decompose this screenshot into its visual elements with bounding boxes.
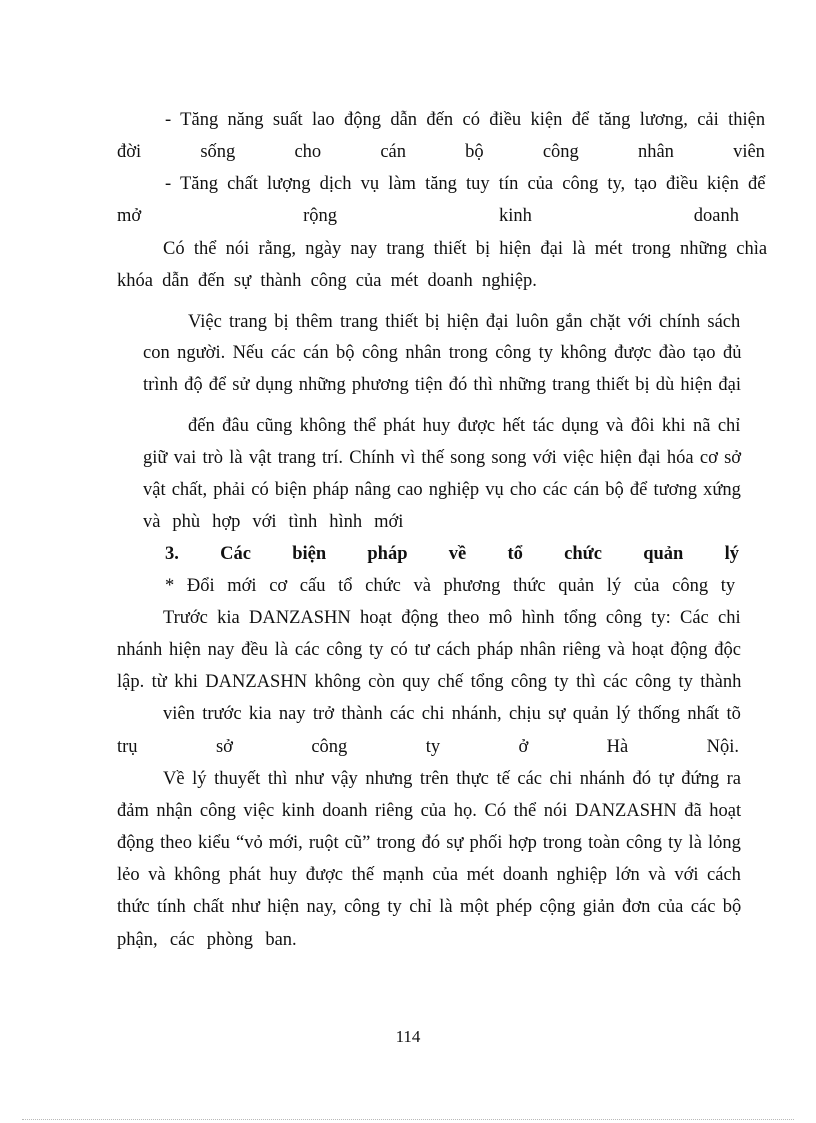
word: cho bbox=[294, 142, 322, 162]
text-line: phận, các phòng ban. bbox=[117, 930, 297, 950]
word: kinh bbox=[498, 206, 532, 226]
footer-divider bbox=[22, 1119, 794, 1120]
word: pháp bbox=[367, 544, 408, 564]
word: sở bbox=[215, 737, 233, 757]
text-line: khóa dẫn đến sự thành công của mét doanh nghiệp. bbox=[117, 271, 537, 291]
word: Các bbox=[220, 544, 251, 564]
text-line: động theo kiểu “vỏ mới, ruột cũ” trong đó sự phối hợp trong toàn công ty là lỏng bbox=[117, 833, 741, 853]
text-line: vật chất, phải có biện pháp nâng cao nghiệp vụ cho các cán bộ để tương xứng bbox=[143, 480, 741, 500]
word: tổ bbox=[507, 544, 523, 564]
word: công bbox=[542, 142, 579, 162]
text-line: thức tính chất như hiện nay, công ty chỉ là một phép cộng giản đơn của các bộ bbox=[117, 897, 742, 917]
text-line: giữ vai trò là vật trang trí. Chính vì thế song song với việc hiện đại hóa cơ sở bbox=[143, 448, 742, 468]
word: trụ bbox=[117, 737, 138, 757]
word: viên bbox=[733, 142, 765, 162]
text-line: Trước kia DANZASHN hoạt động theo mô hình tổng công ty: Các chi bbox=[163, 608, 741, 628]
text-line: viên trước kia nay trở thành các chi nhánh, chịu sự quản lý thống nhất tõ bbox=[163, 704, 741, 724]
word: về bbox=[448, 544, 467, 564]
text-line: lẻo và không phát huy được thế mạnh của mét doanh nghiệp lớn và với cách bbox=[117, 865, 741, 885]
word: lý bbox=[724, 544, 739, 564]
word: bộ bbox=[465, 142, 484, 162]
text-line: Về lý thuyết thì như vậy nhưng trên thực tế các chi nhánh đó tự đứng ra bbox=[163, 769, 741, 789]
word: ty bbox=[425, 737, 441, 757]
text-line: Có thể nói rằng, ngày nay trang thiết bị hiện đại là mét trong những chìa bbox=[163, 239, 768, 259]
word: nhân bbox=[637, 142, 674, 162]
word: sống bbox=[200, 142, 236, 162]
justified-line bbox=[117, 735, 739, 759]
word: đời bbox=[117, 142, 142, 162]
word: biện bbox=[292, 544, 327, 564]
word: ở bbox=[518, 737, 529, 757]
section-heading bbox=[165, 542, 739, 566]
page-number: 114 bbox=[395, 1027, 421, 1046]
text-line: trình độ để sử dụng những phương tiện đó thì những trang thiết bị dù hiện đại bbox=[143, 375, 741, 395]
text-line: con người. Nếu các cán bộ công nhân trong công ty không được đào tạo đủ bbox=[143, 343, 742, 363]
text-line: đảm nhận công việc kinh doanh riêng của họ. Có thể nói DANZASHN đã hoạt bbox=[117, 801, 742, 821]
text-line: đến đâu cũng không thể phát huy được hết tác dụng và đôi khi nã chỉ bbox=[188, 416, 741, 436]
word: Nội. bbox=[706, 737, 739, 757]
text-line: nhánh hiện nay đều là các công ty có tư cách pháp nhân riêng và hoạt động độc bbox=[117, 640, 741, 660]
text-line: - Tăng năng suất lao động dẫn đến có điều kiện để tăng lương, cải thiện bbox=[165, 110, 766, 130]
word: quản bbox=[643, 544, 684, 564]
word: doanh bbox=[693, 206, 739, 226]
word: mở bbox=[117, 206, 142, 226]
text-line: * Đổi mới cơ cấu tổ chức và phương thức quản lý của công ty bbox=[165, 576, 736, 596]
word: công bbox=[311, 737, 348, 757]
text-line: lập. từ khi DANZASHN không còn quy chế tổng công ty thì các công ty thành bbox=[117, 672, 742, 692]
word: cán bbox=[380, 142, 407, 162]
word: 3. bbox=[165, 544, 179, 564]
word: Hà bbox=[606, 737, 629, 757]
text-line: Việc trang bị thêm trang thiết bị hiện đại luôn gắn chặt với chính sách bbox=[188, 312, 741, 332]
justified-line bbox=[117, 140, 765, 164]
word: rộng bbox=[303, 206, 338, 226]
text-line: và phù hợp với tình hình mới bbox=[143, 512, 404, 532]
justified-line bbox=[117, 204, 739, 228]
text-line: - Tăng chất lượng dịch vụ làm tăng tuy tín của công ty, tạo điều kiện để bbox=[165, 174, 766, 194]
word: chức bbox=[564, 544, 602, 564]
